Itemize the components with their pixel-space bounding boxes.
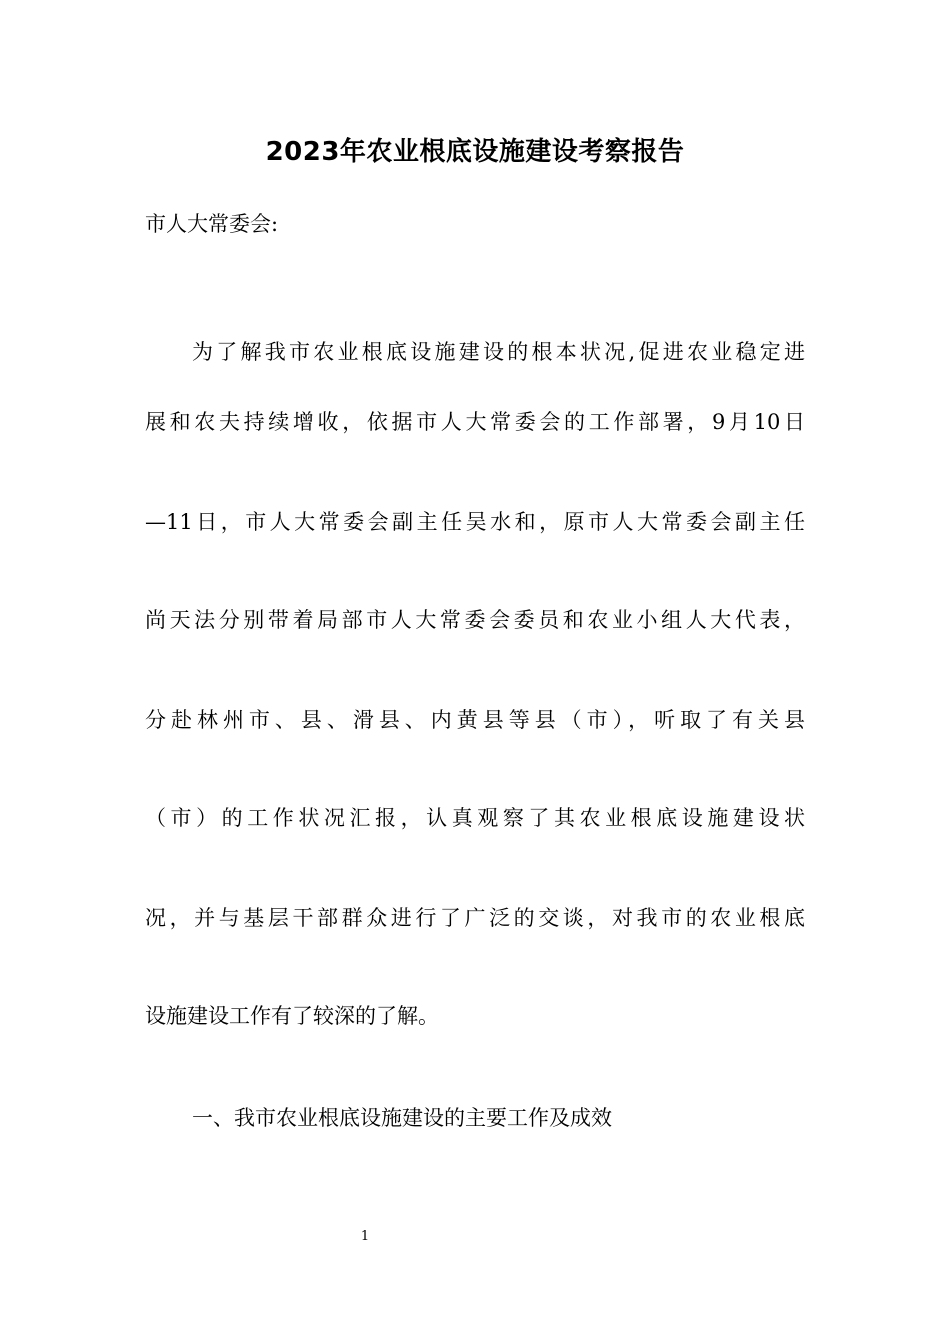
paragraph-line: 况，并与基层干部群众进行了广泛的交谈，对我市的农业根底 (145, 906, 805, 930)
salutation: 市人大常委会: (145, 212, 279, 236)
paragraph-line: 分赴林州市、县、滑县、内黄县等县（市），听取了有关县 (145, 708, 805, 732)
paragraph-line: —11日，市人大常委会副主任吴水和，原市人大常委会副主任 (145, 510, 805, 534)
paragraph-line: 设施建设工作有了较深的了解。 (145, 1004, 439, 1028)
paragraph-line: 展和农夫持续增收，依据市人大常委会的工作部署，9月10日 (145, 410, 805, 434)
paragraph-line: 尚天法分别带着局部市人大常委会委员和农业小组人大代表， (145, 608, 805, 632)
section-heading: 一、我市农业根底设施建设的主要工作及成效 (192, 1106, 612, 1130)
document-title: 2023年农业根底设施建设考察报告 (265, 137, 685, 167)
paragraph-line: （市）的工作状况汇报，认真观察了其农业根底设施建设状 (145, 806, 805, 830)
paragraph-line: 为了解我市农业根底设施建设的根本状况,促进农业稳定进 (192, 340, 805, 364)
page-number: 1 (360, 1229, 370, 1244)
